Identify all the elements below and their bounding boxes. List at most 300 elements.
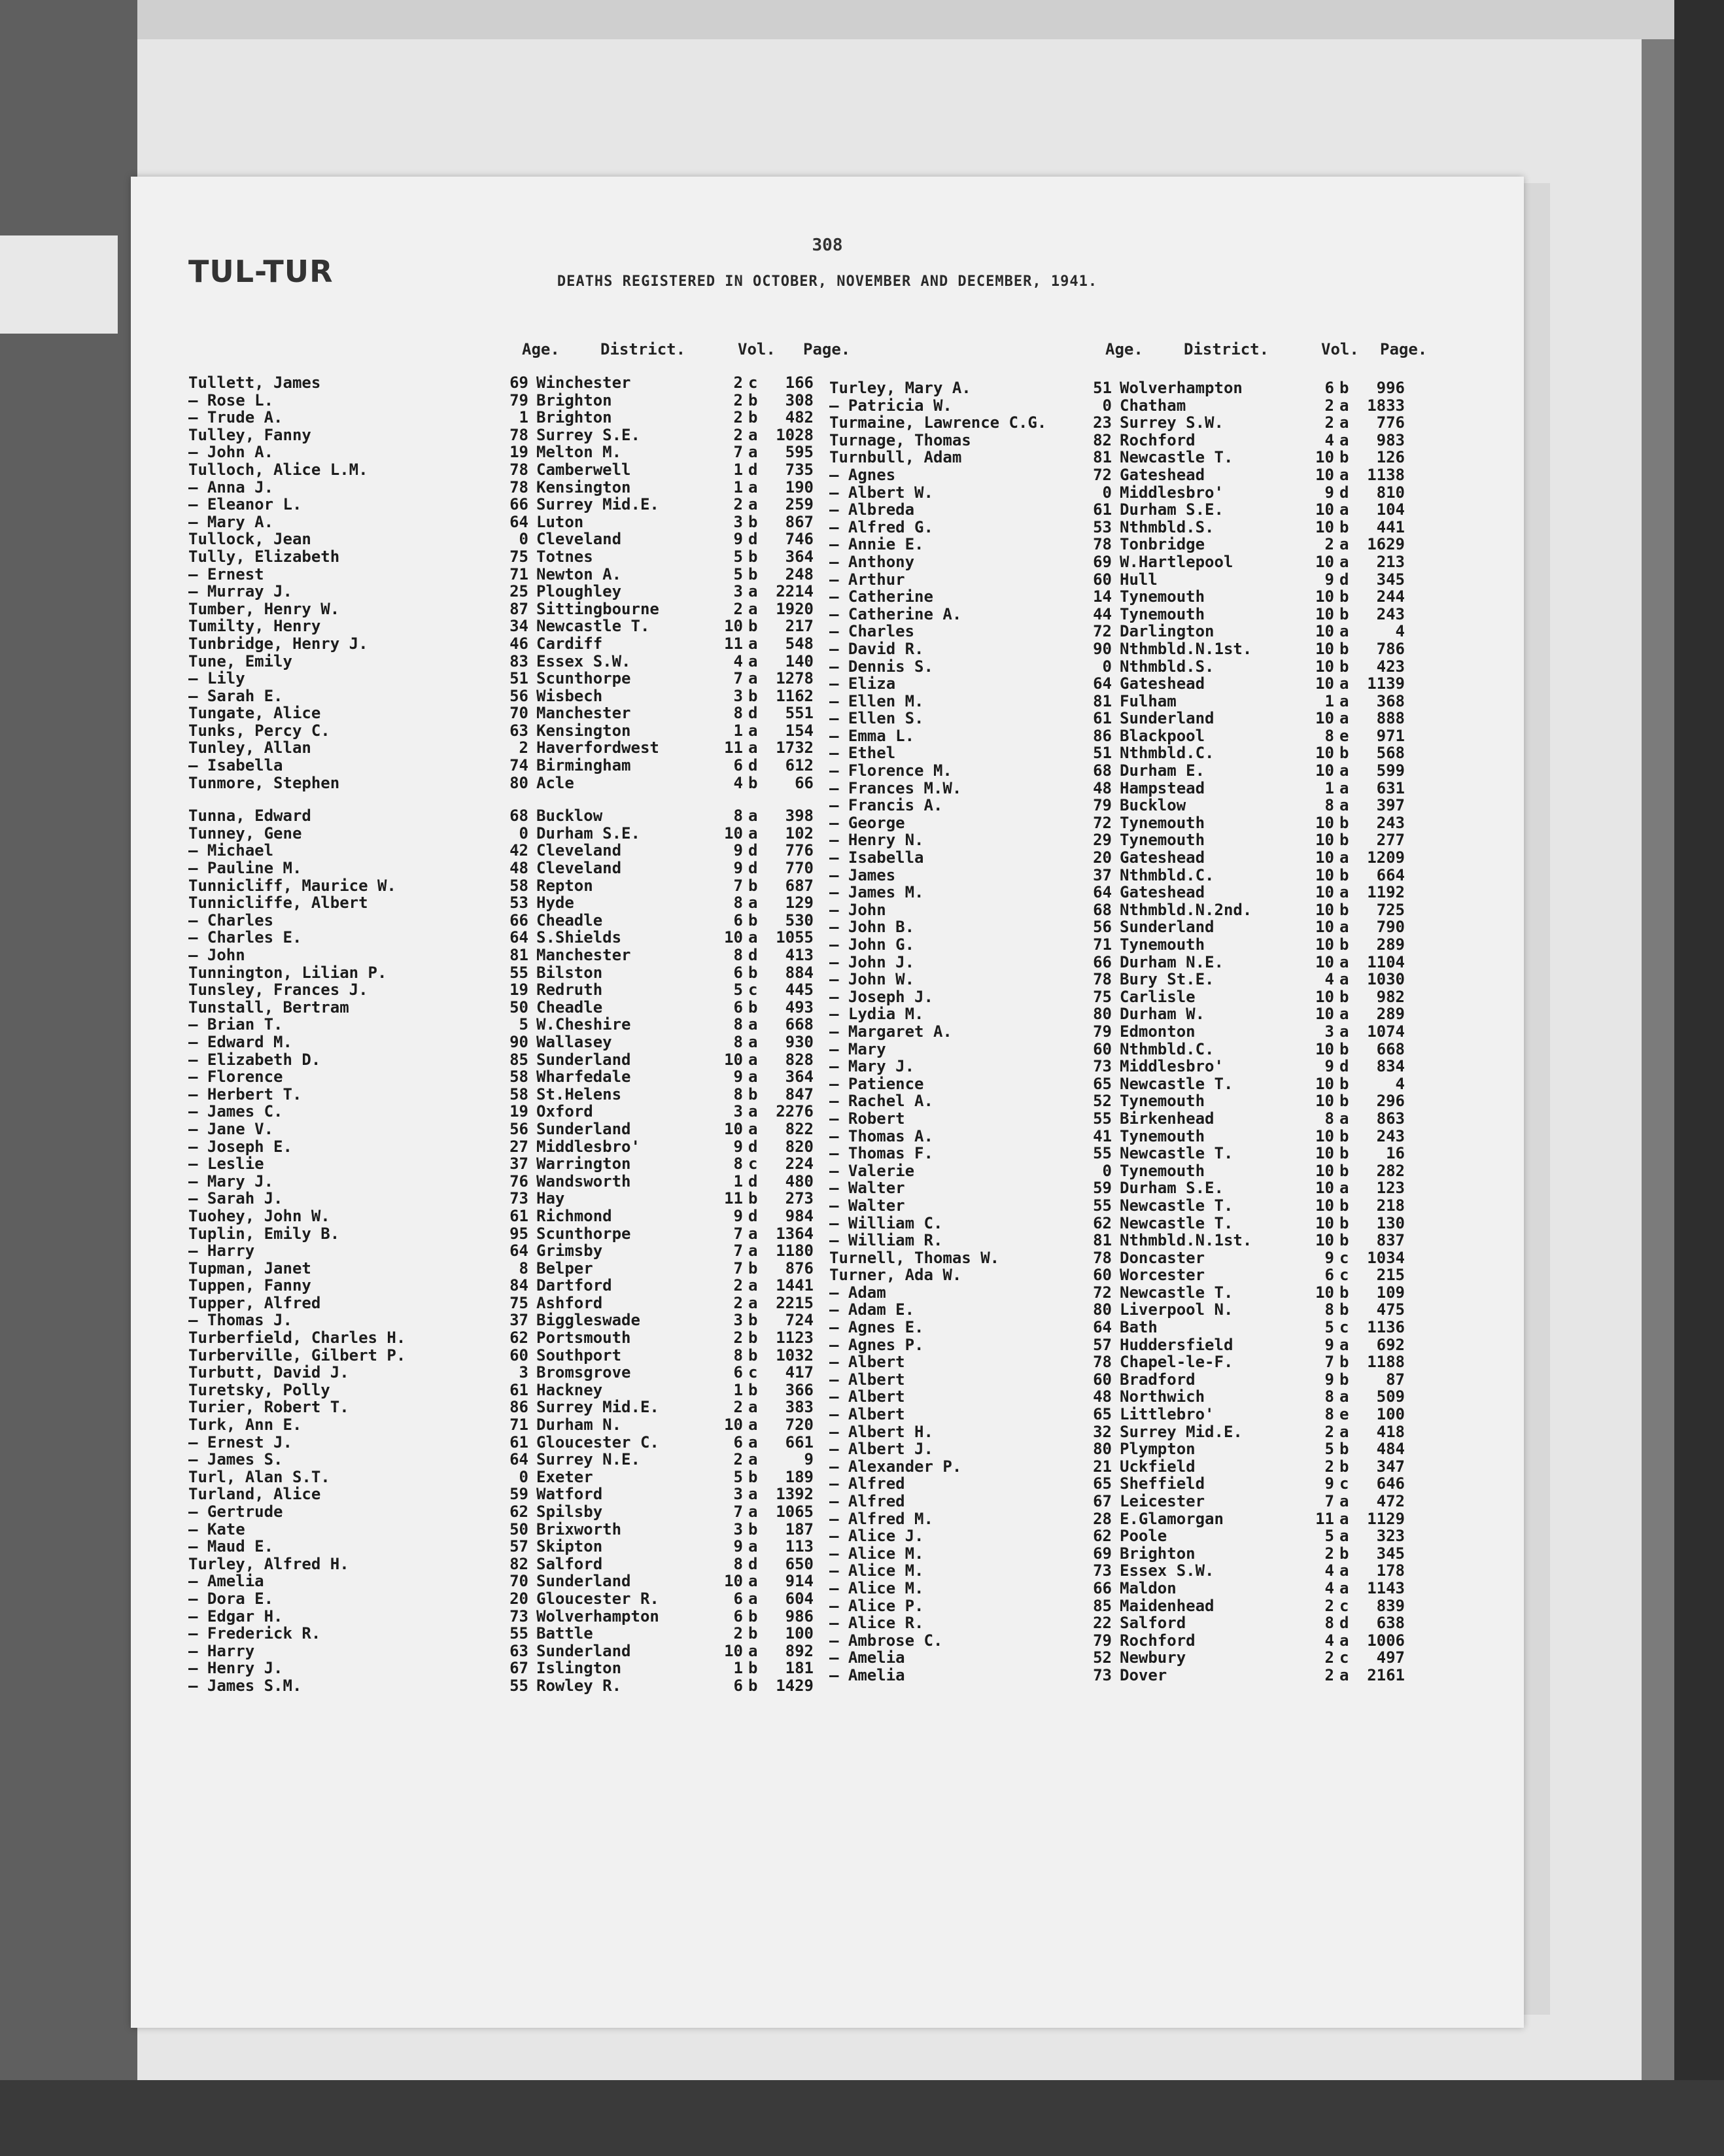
entry-name: — Sarah E. <box>188 686 283 705</box>
entry-name: Turbutt, David J. <box>188 1363 349 1382</box>
entry-volume: 2 <box>733 495 743 514</box>
entry-name: — James M. <box>829 883 924 902</box>
register-entry <box>829 1301 1457 1319</box>
register-entry <box>829 1423 1457 1441</box>
entry-volume: 5 <box>733 547 743 566</box>
entry-page: 930 <box>785 1032 814 1051</box>
entry-district: Rochford <box>1120 1631 1196 1650</box>
register-entry <box>188 1521 816 1539</box>
entry-age: 53 <box>509 894 528 913</box>
register-entry <box>829 1092 1457 1110</box>
entry-volume: 1 <box>1324 691 1334 710</box>
entry-volume: 2 <box>733 408 743 427</box>
entry-volume-section: a <box>1339 709 1349 728</box>
entry-page: 441 <box>1376 517 1405 536</box>
entry-page: 1034 <box>1367 1248 1405 1267</box>
register-entry <box>188 757 816 774</box>
entry-name: — Isabella <box>829 848 924 867</box>
entry-volume-section: a <box>1339 1387 1349 1406</box>
entry-volume-section: b <box>1339 1440 1349 1459</box>
entry-volume: 10 <box>1315 1283 1334 1302</box>
entry-volume: 6 <box>733 1589 743 1608</box>
entry-volume-section: a <box>748 1503 758 1521</box>
entry-volume-section: b <box>748 1085 758 1104</box>
entry-volume: 8 <box>1324 1614 1334 1633</box>
entry-page: 820 <box>785 1137 814 1156</box>
entry-age: 67 <box>1093 1492 1112 1510</box>
register-entry <box>188 1608 816 1626</box>
entry-volume-section: a <box>1339 465 1349 484</box>
entry-page: 668 <box>1376 1039 1405 1058</box>
entry-volume: 10 <box>1315 1144 1334 1163</box>
entry-age: 87 <box>509 599 528 618</box>
entry-age: 59 <box>509 1485 528 1504</box>
register-entry <box>188 1086 816 1104</box>
entry-district: Sunderland <box>1120 709 1215 728</box>
entry-volume-section: b <box>748 1607 758 1626</box>
entry-name: — Elizabeth D. <box>188 1050 321 1069</box>
entry-district: Chatham <box>1120 396 1186 415</box>
entry-district: Newton A. <box>536 565 622 583</box>
entry-name: Tuppen, Fanny <box>188 1276 311 1295</box>
entry-name: — Brian T. <box>188 1015 283 1034</box>
entry-page: 1139 <box>1367 674 1405 693</box>
register-entry <box>188 999 816 1017</box>
entry-age: 32 <box>1093 1422 1112 1441</box>
entry-page: 1192 <box>1367 883 1405 902</box>
register-entry <box>188 635 816 653</box>
entry-name: — Anna J. <box>188 478 274 496</box>
entry-district: Sunderland <box>536 1119 631 1138</box>
entry-district: Portsmouth <box>536 1329 631 1348</box>
entry-volume-section: b <box>1339 987 1349 1006</box>
entry-name: — Pauline M. <box>188 859 302 878</box>
register-entry <box>829 414 1457 432</box>
entry-name: — Agnes E. <box>829 1318 924 1337</box>
entry-age: 80 <box>1093 1005 1112 1024</box>
entry-name: — Ellen S. <box>829 709 924 728</box>
entry-district: Hampstead <box>1120 778 1205 797</box>
scan-right-margin <box>1674 0 1724 2156</box>
entry-district: Manchester <box>536 704 631 723</box>
entry-volume-section: a <box>1339 1509 1349 1528</box>
entry-district: Hackney <box>536 1380 603 1399</box>
entry-name: — Lily <box>188 669 245 688</box>
entry-age: 60 <box>1093 1266 1112 1285</box>
entry-district: Bucklow <box>1120 796 1186 815</box>
register-entry <box>188 929 816 947</box>
entry-name: — Ethel <box>829 744 896 763</box>
register-entry <box>829 780 1457 797</box>
entry-page: 1032 <box>776 1346 814 1365</box>
entry-volume: 10 <box>1315 1213 1334 1232</box>
entry-volume-section: a <box>1339 1005 1349 1024</box>
entry-volume-section: b <box>748 391 758 409</box>
entry-volume-section: a <box>748 807 758 826</box>
entry-name: — William R. <box>829 1231 943 1250</box>
entry-volume-section: c <box>1339 1318 1349 1337</box>
entry-volume-section: d <box>1339 570 1349 589</box>
entry-page: 1129 <box>1367 1509 1405 1528</box>
entry-district: Liverpool N. <box>1120 1300 1233 1319</box>
entry-name: — Harry <box>188 1242 255 1261</box>
entry-age: 56 <box>509 1119 528 1138</box>
entry-volume-section: a <box>1339 1109 1349 1128</box>
entry-district: Middlesbro' <box>536 1137 640 1156</box>
entry-volume-section: c <box>1339 1266 1349 1285</box>
entry-volume: 8 <box>733 1032 743 1051</box>
register-entry <box>829 1058 1457 1075</box>
entry-age: 0 <box>1102 396 1112 415</box>
entry-district: Tynemouth <box>1120 831 1205 850</box>
entry-volume-section: d <box>748 1172 758 1191</box>
entry-page: 1188 <box>1367 1353 1405 1372</box>
entry-district: Bath <box>1120 1318 1158 1337</box>
entry-district: Cleveland <box>536 530 622 549</box>
entry-page: 1143 <box>1367 1578 1405 1597</box>
entry-page: 218 <box>1376 1196 1405 1215</box>
entry-volume-section: a <box>748 928 758 947</box>
page-header: Page. <box>803 340 851 358</box>
entry-district: Oxford <box>536 1102 593 1121</box>
entry-age: 62 <box>1093 1213 1112 1232</box>
entry-district: Biggleswade <box>536 1311 640 1330</box>
register-entry <box>188 1434 816 1452</box>
register-entry <box>829 867 1457 884</box>
entry-volume: 9 <box>733 1206 743 1225</box>
entry-volume: 9 <box>733 1068 743 1087</box>
entry-name: Tune, Emily <box>188 652 292 670</box>
entry-name: — Amelia <box>829 1648 905 1667</box>
entry-district: Camberwell <box>536 460 631 479</box>
register-entry <box>188 842 816 860</box>
entry-volume: 4 <box>1324 970 1334 989</box>
entry-volume-section: b <box>748 1259 758 1278</box>
register-entry <box>188 1016 816 1034</box>
entry-district: Sheffield <box>1120 1474 1205 1493</box>
entry-district: Durham S.E. <box>536 824 640 843</box>
entry-name: — James C. <box>188 1102 283 1121</box>
entry-age: 75 <box>1093 987 1112 1006</box>
entry-name: — Harry <box>188 1641 255 1660</box>
entry-age: 46 <box>509 634 528 653</box>
entry-name: — Henry N. <box>829 831 924 850</box>
entry-district: Surrey N.E. <box>536 1450 640 1469</box>
entry-district: Exeter <box>536 1467 593 1486</box>
entry-age: 23 <box>1093 413 1112 432</box>
entry-volume-section: b <box>1339 1283 1349 1302</box>
entry-name: — John G. <box>829 935 915 954</box>
entry-name: Turetsky, Polly <box>188 1380 330 1399</box>
entry-name: — Agnes <box>829 465 896 484</box>
entry-volume-section: b <box>1339 1092 1349 1111</box>
entry-volume-section: a <box>748 443 758 462</box>
entry-page: 87 <box>1386 1370 1405 1389</box>
register-entry <box>829 1597 1457 1615</box>
entry-volume: 9 <box>733 1137 743 1156</box>
entry-district: Salford <box>536 1554 603 1573</box>
entry-district: Gateshead <box>1120 674 1205 693</box>
entry-volume: 6 <box>1324 1266 1334 1285</box>
entry-age: 0 <box>1102 483 1112 502</box>
entry-district: Melton M. <box>536 443 622 462</box>
entry-age: 58 <box>509 1085 528 1104</box>
entry-age: 68 <box>509 807 528 826</box>
entry-volume: 7 <box>733 1242 743 1261</box>
entry-age: 84 <box>509 1276 528 1295</box>
entry-volume-section: a <box>1339 918 1349 937</box>
entry-district: Huddersfield <box>1120 1335 1233 1354</box>
entry-volume-section: b <box>748 1467 758 1486</box>
entry-volume-section: a <box>748 1119 758 1138</box>
entry-age: 85 <box>509 1050 528 1069</box>
register-entry <box>829 1667 1457 1684</box>
entry-page: 837 <box>1376 1231 1405 1250</box>
entry-page: 2214 <box>776 582 814 601</box>
entry-volume: 10 <box>1315 1074 1334 1093</box>
entry-volume: 8 <box>733 1554 743 1573</box>
entry-district: Bury St.E. <box>1120 970 1215 989</box>
entry-page: 863 <box>1376 1109 1405 1128</box>
entry-volume-section: a <box>748 1450 758 1469</box>
entry-age: 78 <box>509 425 528 444</box>
entry-name: — Alice M. <box>829 1561 924 1580</box>
entry-volume: 6 <box>733 1363 743 1382</box>
entry-volume: 10 <box>1315 674 1334 693</box>
entry-age: 78 <box>509 478 528 496</box>
entry-age: 83 <box>509 652 528 670</box>
entry-district: Bradford <box>1120 1370 1196 1389</box>
entry-volume: 2 <box>1324 1648 1334 1667</box>
entry-page: 166 <box>785 374 814 392</box>
entry-name: — Adam E. <box>829 1300 915 1319</box>
entry-age: 72 <box>1093 622 1112 641</box>
entry-name: Tullett, James <box>188 374 321 392</box>
entry-page: 178 <box>1376 1561 1405 1580</box>
entry-volume-section: a <box>1339 1561 1349 1580</box>
entry-volume-section: b <box>748 565 758 583</box>
entry-name: — Patience <box>829 1074 924 1093</box>
entry-age: 59 <box>1093 1179 1112 1198</box>
entry-name: — George <box>829 813 905 832</box>
entry-district: Surrey S.E. <box>536 425 640 444</box>
entry-volume-section: a <box>1339 1179 1349 1198</box>
entry-volume-section: b <box>748 963 758 982</box>
entry-volume: 10 <box>1315 761 1334 780</box>
entry-name: Tunks, Percy C. <box>188 721 330 740</box>
entry-volume-section: a <box>748 824 758 843</box>
entry-page: 493 <box>785 998 814 1017</box>
entry-district: Durham N. <box>536 1416 622 1434</box>
entry-page: 1278 <box>776 669 814 688</box>
entry-volume-section: a <box>748 1433 758 1452</box>
entry-district: Durham W. <box>1120 1005 1205 1024</box>
entry-district: Dartford <box>536 1276 612 1295</box>
entry-district: Nthmbld.N.1st. <box>1120 1231 1252 1250</box>
entry-name: — John W. <box>829 970 915 989</box>
entry-volume: 3 <box>733 1102 743 1121</box>
page-header: Page. <box>1380 340 1428 358</box>
entry-page: 2161 <box>1367 1665 1405 1684</box>
entry-volume: 8 <box>733 894 743 913</box>
entry-volume-section: b <box>748 1659 758 1678</box>
entry-volume-section: b <box>1339 1353 1349 1372</box>
entry-age: 41 <box>1093 1126 1112 1145</box>
entry-age: 79 <box>1093 1631 1112 1650</box>
entry-volume: 5 <box>733 981 743 1000</box>
register-entry <box>829 1371 1457 1389</box>
entry-volume: 1 <box>733 1659 743 1678</box>
entry-volume: 2 <box>733 374 743 392</box>
entry-page: 364 <box>785 1068 814 1087</box>
entry-volume-section: b <box>1339 1196 1349 1215</box>
entry-volume: 8 <box>733 1155 743 1174</box>
entry-volume-section: a <box>748 1068 758 1087</box>
entry-age: 52 <box>1093 1092 1112 1111</box>
entry-page: 668 <box>785 1015 814 1034</box>
entry-age: 68 <box>1093 900 1112 919</box>
entry-district: Middlesbro' <box>1120 1057 1224 1076</box>
entry-volume: 9 <box>1324 1335 1334 1354</box>
entry-district: Sunderland <box>536 1050 631 1069</box>
register-entry <box>188 687 816 705</box>
entry-page: 822 <box>785 1119 814 1138</box>
entry-age: 61 <box>509 1433 528 1452</box>
register-entry <box>829 1562 1457 1580</box>
register-entry <box>829 744 1457 762</box>
entry-district: Nthmbld.C. <box>1120 1039 1215 1058</box>
entry-page: 650 <box>785 1554 814 1573</box>
entry-page: 770 <box>785 859 814 878</box>
entry-district: Tynemouth <box>1120 1161 1205 1180</box>
entry-page: 876 <box>785 1259 814 1278</box>
entry-volume: 4 <box>733 773 743 792</box>
entry-volume-section: a <box>1339 535 1349 554</box>
entry-name: — John <box>188 946 245 964</box>
entry-page: 126 <box>1376 448 1405 467</box>
entry-name: — Albert <box>829 1405 905 1424</box>
entry-volume: 3 <box>733 1485 743 1504</box>
entry-page: 530 <box>785 911 814 930</box>
entry-age: 21 <box>1093 1457 1112 1476</box>
entry-district: Middlesbro' <box>1120 483 1224 502</box>
entry-name: — Edward M. <box>188 1032 292 1051</box>
entry-age: 58 <box>509 876 528 895</box>
register-entry <box>188 1242 816 1260</box>
entry-age: 79 <box>509 391 528 409</box>
entry-volume: 6 <box>733 963 743 982</box>
register-entry <box>829 1023 1457 1041</box>
entry-district: Islington <box>536 1659 622 1678</box>
entry-district: Warrington <box>536 1155 631 1174</box>
entry-volume-section: a <box>748 652 758 670</box>
entry-page: 687 <box>785 876 814 895</box>
entry-volume-section: a <box>1339 848 1349 867</box>
entry-volume: 1 <box>733 721 743 740</box>
entry-page: 282 <box>1376 1161 1405 1180</box>
entry-volume-section: a <box>748 495 758 514</box>
entry-page: 104 <box>1376 500 1405 519</box>
entry-volume-section: b <box>1339 657 1349 676</box>
entry-volume: 7 <box>733 1259 743 1278</box>
register-entry <box>829 1145 1457 1162</box>
entry-name: — Ernest <box>188 565 264 583</box>
register-entry <box>829 588 1457 606</box>
entry-district: Worcester <box>1120 1266 1205 1285</box>
entry-volume: 10 <box>1315 935 1334 954</box>
entry-volume-section: a <box>1339 691 1349 710</box>
entry-volume: 8 <box>1324 1109 1334 1128</box>
register-page <box>131 177 1524 2028</box>
entry-volume: 2 <box>1324 1596 1334 1615</box>
entry-page: 217 <box>785 617 814 636</box>
entry-district: Battle <box>536 1624 593 1643</box>
entry-age: 66 <box>1093 952 1112 971</box>
entry-volume: 10 <box>1315 1231 1334 1250</box>
entry-volume-section: b <box>748 1624 758 1643</box>
entry-volume: 9 <box>733 530 743 549</box>
entry-age: 75 <box>509 547 528 566</box>
entry-volume: 11 <box>724 1189 743 1208</box>
register-entry <box>829 1475 1457 1493</box>
register-entry <box>829 936 1457 954</box>
entry-page: 983 <box>1376 430 1405 449</box>
scan-top-margin <box>0 0 1724 39</box>
entry-volume: 10 <box>724 617 743 636</box>
entry-page: 839 <box>1376 1596 1405 1615</box>
entry-volume: 6 <box>733 998 743 1017</box>
entry-page: 725 <box>1376 900 1405 919</box>
entry-district: Nthmbld.C. <box>1120 865 1215 884</box>
entry-volume-section: c <box>1339 1248 1349 1267</box>
entry-volume: 9 <box>1324 1057 1334 1076</box>
entry-age: 28 <box>1093 1509 1112 1528</box>
entry-page: 398 <box>785 807 814 826</box>
register-entry <box>829 466 1457 484</box>
entry-name: — Anthony <box>829 552 915 571</box>
entry-district: Bromsgrove <box>536 1363 631 1382</box>
entry-district: Brighton <box>536 408 612 427</box>
entry-district: E.Glamorgan <box>1120 1509 1224 1528</box>
entry-district: Wolverhampton <box>1120 379 1243 397</box>
entry-district: Scunthorpe <box>536 1224 631 1243</box>
entry-name: — Joseph E. <box>188 1137 292 1156</box>
entry-age: 37 <box>509 1155 528 1174</box>
entry-volume-section: b <box>1339 935 1349 954</box>
register-entry <box>829 849 1457 867</box>
entry-district: Wisbech <box>536 686 603 705</box>
register-entry <box>829 901 1457 919</box>
entry-name: — Gertrude <box>188 1503 283 1521</box>
entry-name: Tunmore, Stephen <box>188 773 340 792</box>
entry-volume: 2 <box>1324 413 1334 432</box>
register-entry <box>829 1353 1457 1371</box>
register-entry <box>188 1677 816 1695</box>
entry-name: Tulley, Fanny <box>188 425 311 444</box>
register-entry <box>829 1041 1457 1058</box>
entry-name: — Maud E. <box>188 1537 274 1556</box>
entry-page: 982 <box>1376 987 1405 1006</box>
entry-page: 497 <box>1376 1648 1405 1667</box>
entry-age: 64 <box>1093 883 1112 902</box>
entry-volume: 7 <box>733 1224 743 1243</box>
entry-volume-section: b <box>748 512 758 531</box>
register-entry <box>188 600 816 618</box>
entry-name: — William C. <box>829 1213 943 1232</box>
entry-age: 73 <box>1093 1057 1112 1076</box>
register-entry <box>188 461 816 479</box>
entry-age: 67 <box>509 1659 528 1678</box>
